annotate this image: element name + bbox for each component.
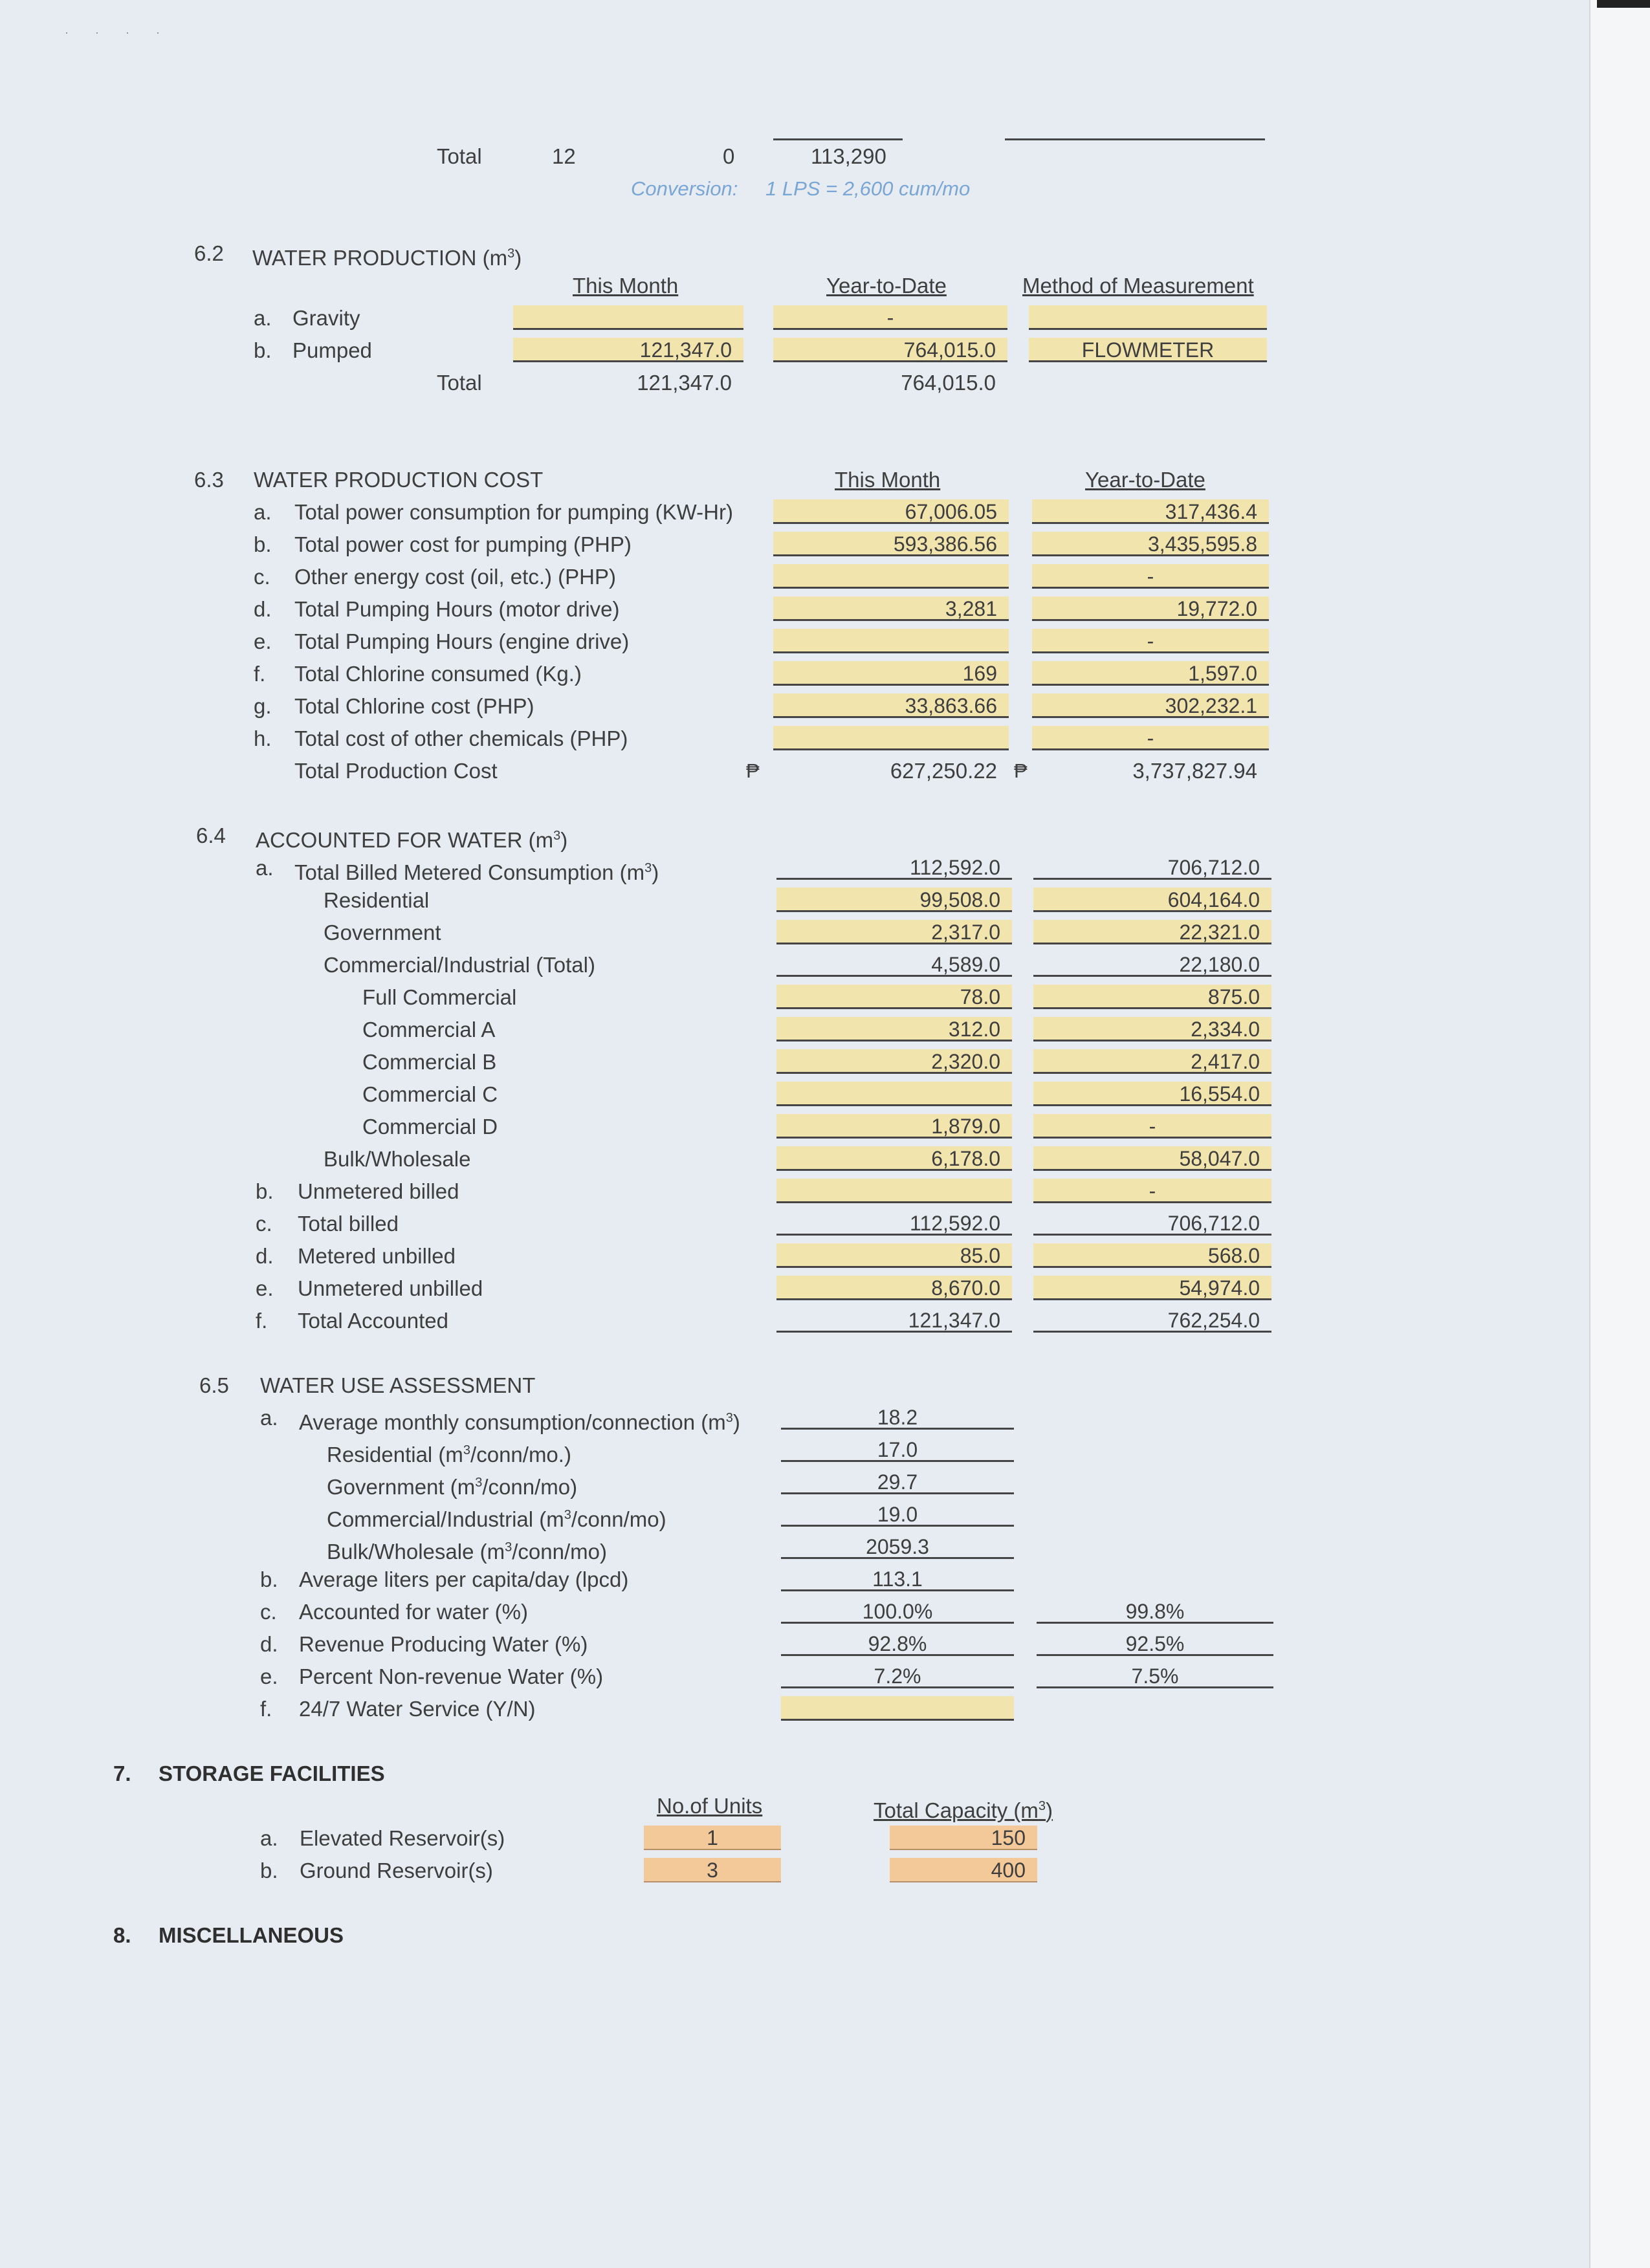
s62-total-label: Total [437, 371, 482, 395]
s64-row-ytd: - [1033, 1179, 1271, 1203]
s63-row-ytd: 317,436.4 [1032, 499, 1269, 524]
s64-row-month [776, 1179, 1012, 1203]
s65-row-label: 24/7 Water Service (Y/N) [299, 1697, 536, 1721]
s7-header-units: No.of Units [657, 1794, 763, 1818]
section-6-2-number: 6.2 [194, 241, 224, 265]
s7-elevated-capacity: 150 [890, 1826, 1037, 1850]
s64-row-ytd: 2,417.0 [1033, 1049, 1271, 1074]
section-7-title: STORAGE FACILITIES [159, 1761, 385, 1785]
section-8-title: MISCELLANEOUS [159, 1923, 344, 1947]
s63-row-month: 3,281 [773, 596, 1009, 621]
s64-row-month: 8,670.0 [776, 1276, 1012, 1300]
s64-row-label: Total Billed Metered Consumption $(m^3)$ [294, 860, 659, 884]
s64-row-prefix: c. [256, 1212, 272, 1236]
s63-row-prefix: d. [254, 597, 272, 621]
s63-row-label: Other energy cost (oil, etc.) (PHP) [294, 565, 616, 589]
page-edge [1589, 0, 1650, 2268]
s64-row-label: Government [324, 921, 441, 944]
s63-row-month [773, 726, 1009, 750]
s64-row-month: 112,592.0 [776, 1211, 1012, 1236]
s62-gravity-method [1029, 305, 1267, 330]
s62-pumped-month: 121,347.0 [513, 338, 743, 362]
s63-row-prefix: g. [254, 694, 272, 718]
s65-row-month: 113.1 [781, 1567, 1014, 1591]
section-6-2-title: WATER PRODUCTION $(m^3)$ [252, 246, 522, 270]
s63-total-ytd: 3,737,827.94 [1132, 759, 1257, 783]
s7-row-prefix: b. [260, 1859, 278, 1882]
s63-row-month [773, 564, 1009, 589]
s63-row-month: 593,386.56 [773, 532, 1009, 556]
s65-row-prefix: a. [260, 1406, 278, 1430]
s7-elevated-units: 1 [644, 1826, 781, 1850]
s63-row-prefix: a. [254, 500, 272, 524]
s7-row-label: Elevated Reservoir(s) [300, 1826, 505, 1850]
s64-row-label: Commercial B [362, 1050, 497, 1074]
section-6-5-title: WATER USE ASSESSMENT [260, 1373, 536, 1397]
s62-total-ytd: 764,015.0 [901, 371, 996, 395]
s64-row-ytd: 22,180.0 [1033, 952, 1271, 977]
top-total-col2: 0 [723, 144, 735, 168]
s64-row-ytd: 2,334.0 [1033, 1017, 1271, 1041]
s65-row-month: 29.7 [781, 1470, 1014, 1494]
s63-row-label: Total Pumping Hours (motor drive) [294, 597, 620, 621]
s62-header-method: Method of Measurement [1022, 274, 1254, 298]
s64-row-ytd: 54,974.0 [1033, 1276, 1271, 1300]
s63-row-prefix: b. [254, 532, 272, 556]
s64-row-ytd: 22,321.0 [1033, 920, 1271, 944]
s63-row-label: Total Chlorine consumed (Kg.) [294, 662, 582, 686]
conversion-label: Conversion: [631, 177, 738, 200]
scan-marks: · · · · [65, 26, 171, 39]
s64-row-label: Commercial C [362, 1082, 498, 1106]
s63-total-label: Total Production Cost [294, 759, 498, 783]
s65-row-label: Percent Non-revenue Water (%) [299, 1664, 604, 1688]
s64-row-ytd: 875.0 [1033, 985, 1271, 1009]
s64-row-ytd: 762,254.0 [1033, 1308, 1271, 1333]
s63-total-month: 627,250.22 [890, 759, 997, 783]
s64-row-month: 99,508.0 [776, 888, 1012, 912]
s65-row-label: Average liters per capita/day (lpcd) [299, 1567, 629, 1591]
s62-pumped-ytd: 764,015.0 [773, 338, 1007, 362]
top-total-label: Total [437, 144, 482, 168]
section-6-5-number: 6.5 [199, 1373, 229, 1397]
s64-row-ytd: 706,712.0 [1033, 1211, 1271, 1236]
s63-row-label: Total power consumption for pumping (KW-Hr) [294, 500, 733, 524]
s7-ground-units: 3 [644, 1858, 781, 1882]
s64-row-month: 112,592.0 [776, 855, 1012, 880]
s63-row-ytd: - [1032, 726, 1269, 750]
s65-row-month: 100.0% [781, 1599, 1014, 1624]
s63-row-month: 169 [773, 661, 1009, 686]
s65-row-ytd: 7.5% [1037, 1664, 1273, 1688]
s62-total-month: 121,347.0 [637, 371, 732, 395]
s64-row-prefix: b. [256, 1179, 274, 1203]
s64-row-prefix: d. [256, 1244, 274, 1268]
peso-sign-month: ₱ [746, 759, 760, 782]
s63-row-prefix: c. [254, 565, 270, 589]
s64-row-prefix: e. [256, 1276, 274, 1300]
s65-row-prefix: e. [260, 1664, 278, 1688]
s64-row-ytd: 604,164.0 [1033, 888, 1271, 912]
section-8-number: 8. [113, 1923, 131, 1947]
s63-row-month: 33,863.66 [773, 693, 1009, 718]
s63-row-ytd: 302,232.1 [1032, 693, 1269, 718]
peso-sign-ytd: ₱ [1014, 759, 1028, 782]
s62-row-label: Pumped [292, 338, 372, 362]
s65-row-label: Revenue Producing Water (%) [299, 1632, 588, 1656]
s64-row-ytd: 568.0 [1033, 1243, 1271, 1268]
section-6-4-title: ACCOUNTED FOR WATER $(m^3)$ [256, 828, 568, 852]
s7-row-label: Ground Reservoir(s) [300, 1859, 493, 1882]
s65-row-label: Government $(m^3/conn/mo)$ [327, 1475, 578, 1499]
s64-row-label: Unmetered unbilled [298, 1276, 483, 1300]
s63-row-month: 67,006.05 [773, 499, 1009, 524]
conversion-value: 1 LPS = 2,600 cum/mo [765, 177, 971, 200]
s63-row-ytd: 19,772.0 [1032, 596, 1269, 621]
s65-row-prefix: c. [260, 1600, 277, 1624]
s63-row-label: Total power cost for pumping (PHP) [294, 532, 632, 556]
section-6-3-title: WATER PRODUCTION COST [254, 468, 544, 492]
section-6-4-number: 6.4 [196, 823, 226, 847]
s64-row-month: 312.0 [776, 1017, 1012, 1041]
s65-row-month: 19.0 [781, 1502, 1014, 1527]
s64-row-month: 2,317.0 [776, 920, 1012, 944]
s62-row-prefix: a. [254, 306, 272, 330]
s64-row-label: Commercial/Industrial (Total) [324, 953, 595, 977]
s63-row-month [773, 629, 1009, 653]
s62-gravity-ytd: - [773, 305, 1007, 330]
top-rule-1 [773, 138, 903, 140]
s65-row-ytd: 99.8% [1037, 1599, 1273, 1624]
s65-row-month: 92.8% [781, 1631, 1014, 1656]
top-rule-2 [1005, 138, 1265, 140]
s62-gravity-month [513, 305, 743, 330]
s64-row-month [776, 1082, 1012, 1106]
s64-row-ytd: 58,047.0 [1033, 1146, 1271, 1171]
s65-row-prefix: d. [260, 1632, 278, 1656]
s64-row-month: 2,320.0 [776, 1049, 1012, 1074]
s63-row-prefix: h. [254, 726, 272, 750]
s64-row-prefix: f. [256, 1309, 268, 1333]
s63-header-ytd: Year-to-Date [1085, 468, 1205, 492]
section-7-number: 7. [113, 1761, 131, 1785]
s63-row-ytd: - [1032, 629, 1269, 653]
s7-header-capacity: Total Capacity $(m^3)$ [874, 1798, 1053, 1822]
s64-row-month: 4,589.0 [776, 952, 1012, 977]
s63-row-label: Total cost of other chemicals (PHP) [294, 726, 628, 750]
s64-row-month: 85.0 [776, 1243, 1012, 1268]
top-total-col3: 113,290 [811, 144, 886, 168]
s64-row-month: 6,178.0 [776, 1146, 1012, 1171]
s65-row-month: 2059.3 [781, 1534, 1014, 1559]
s65-row-prefix: b. [260, 1567, 278, 1591]
s65-row-month: 7.2% [781, 1664, 1014, 1688]
s64-row-prefix: a. [256, 856, 274, 880]
s64-row-label: Bulk/Wholesale [324, 1147, 471, 1171]
top-total-col1: 12 [552, 144, 576, 168]
s64-row-ytd: 16,554.0 [1033, 1082, 1271, 1106]
s65-row-label: Commercial/Industrial $(m^3/conn/mo)$ [327, 1507, 666, 1531]
s62-row-label: Gravity [292, 306, 360, 330]
s64-row-label: Total billed [298, 1212, 399, 1236]
s64-row-label: Full Commercial [362, 985, 517, 1009]
s65-row-month: 17.0 [781, 1437, 1014, 1462]
s63-header-month: This Month [835, 468, 941, 492]
s7-ground-capacity: 400 [890, 1858, 1037, 1882]
s62-header-month: This Month [573, 274, 679, 298]
s64-row-month: 78.0 [776, 985, 1012, 1009]
s63-row-ytd: 3,435,595.8 [1032, 532, 1269, 556]
s65-row-prefix: f. [260, 1697, 272, 1721]
s64-row-ytd: - [1033, 1114, 1271, 1139]
s64-row-label: Commercial D [362, 1115, 498, 1139]
s65-row-month [781, 1696, 1014, 1721]
s65-row-month: 18.2 [781, 1405, 1014, 1430]
s64-row-ytd: 706,712.0 [1033, 855, 1271, 880]
s64-row-month: 1,879.0 [776, 1114, 1012, 1139]
s65-row-label: Accounted for water (%) [299, 1600, 528, 1624]
s64-row-month: 121,347.0 [776, 1308, 1012, 1333]
s65-row-label: Average monthly consumption/connection $(m^3)$ [299, 1410, 740, 1434]
s65-row-ytd: 92.5% [1037, 1631, 1273, 1656]
s64-row-label: Unmetered billed [298, 1179, 459, 1203]
s62-pumped-method: FLOWMETER [1029, 338, 1267, 362]
s63-row-ytd: 1,597.0 [1032, 661, 1269, 686]
s62-row-prefix: b. [254, 338, 272, 362]
s65-row-label: Residential $(m^3/conn/mo.)$ [327, 1443, 571, 1467]
s65-row-label: Bulk/Wholesale $(m^3/conn/mo)$ [327, 1540, 607, 1564]
s64-row-label: Metered unbilled [298, 1244, 456, 1268]
s63-row-label: Total Pumping Hours (engine drive) [294, 629, 630, 653]
section-6-3-number: 6.3 [194, 468, 224, 492]
s63-row-prefix: e. [254, 629, 272, 653]
page-corner [1597, 0, 1650, 8]
s64-row-label: Commercial A [362, 1018, 496, 1041]
s63-row-label: Total Chlorine cost (PHP) [294, 694, 534, 718]
s7-row-prefix: a. [260, 1826, 278, 1850]
s64-row-label: Residential [324, 888, 430, 912]
s63-row-prefix: f. [254, 662, 266, 686]
s62-header-ytd: Year-to-Date [826, 274, 947, 298]
s64-row-label: Total Accounted [298, 1309, 448, 1333]
s63-row-ytd: - [1032, 564, 1269, 589]
